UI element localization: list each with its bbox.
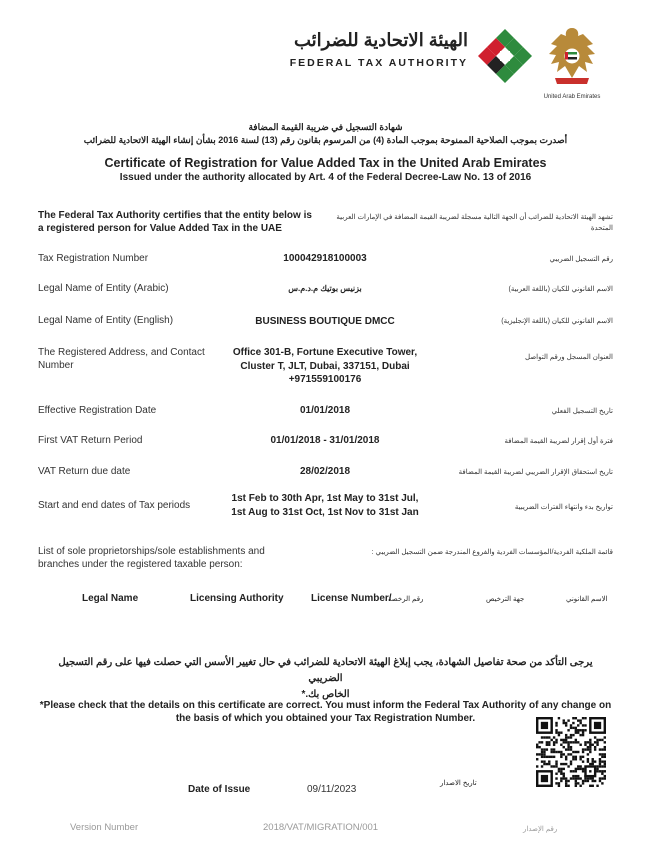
due-date-value: 28/02/2018 [299,466,351,477]
table-header-legal-name-arabic: الاسم القانوني [566,596,608,603]
uae-emblem-icon [547,22,597,92]
name-ar-label: Legal Name of Entity (Arabic) [38,283,169,294]
name-ar-value: بزنيس بوتيك م.د.م.س [288,284,362,293]
brand-english: FEDERAL TAX AUTHORITY [289,57,468,69]
table-header-licensing-arabic: جهة الترخيص [486,596,525,603]
name-ar-label-arabic: الاسم القانوني للكيان (باللغة العربية) [508,286,613,293]
trn-label-arabic: رقم التسجيل الضريبي [549,256,613,263]
notice-arabic: يرجى التأكد من صحة تفاصيل الشهادة، يجب إبلاغ الهيئة الاتحادية للضرائب في حال تغيير الأسس التي حصلت فيها على رقم التسجيل الضريبي الخاص بك.* [58,657,593,700]
effective-label-arabic: تاريخ التسجيل الفعلي [551,408,613,415]
table-header-licensing: Licensing Authority [190,593,284,604]
title-english: Certificate of Registration for Value Added Tax in the United Arab Emirates [104,156,547,170]
tax-periods-label: Start and end dates of Tax periods [38,500,191,511]
first-period-label: First VAT Return Period [38,435,143,446]
brand-arabic: الهيئة الاتحادية للضرائب [293,30,468,50]
due-date-label-arabic: تاريخ استحقاق الإقرار الضريبي لضريبة القيمة المضافة [458,469,613,476]
fta-logo-icon [474,25,536,87]
sole-list-english: List of sole proprietorships/sole establishments and branches under the registered taxable person: [38,546,265,570]
first-period-label-arabic: فترة أول إقرار لضريبة القيمة المضافة [504,438,613,445]
tax-periods-label-arabic: تواريخ بدء وانتهاء الفترات الضريبية [514,504,613,511]
tax-periods-value: 1st Feb to 30th Apr, 1st May to 31st Jul, 1st Aug to 31st Oct, 1st Nov to 31st Jan [231,493,419,518]
effective-label: Effective Registration Date [38,405,157,416]
issue-date-label: Date of Issue [188,784,251,795]
qr-code-icon [536,717,606,787]
name-en-label: Legal Name of Entity (English) [38,315,174,326]
trn-value: 100042918100003 [283,253,367,264]
table-header-license-number-arabic: رقم الرخصة [388,596,424,603]
title-arabic: شهادة التسجيل في ضريبة القيمة المضافة [248,122,403,132]
sole-list-arabic: قائمة الملكية الفردية/المؤسسات الفردية والفروع المندرجة ضمن التسجيل الضريبي : [371,549,613,556]
name-en-label-arabic: الاسم القانوني للكيان (باللغة الإنجليزية) [501,318,613,325]
certifies-english: The Federal Tax Authority certifies that the entity below is a registered person for Value Added Tax in the UAE [38,210,312,234]
subtitle-english: Issued under the authority allocated by Art. 4 of the Federal Decree-Law No. 13 of 2016 [119,172,532,183]
trn-label: Tax Registration Number [38,253,149,264]
issue-date-label-arabic: تاريخ الاصدار [440,780,477,787]
notice-english: *Please check that the details on this certificate are correct. You must inform the Federal Tax Authority of any change on the basis of which you obtained your Tax Registration Number. [39,700,612,724]
address-label: The Registered Address, and Contact Number [38,347,205,371]
certifies-arabic: تشهد الهيئة الاتحادية للضرائب أن الجهة التالية مسجلة لضريبة القيمة المضافة في الإمارات العربية المتحدة [336,214,613,232]
issue-date-value: 09/11/2023 [307,784,357,795]
address-value: Office 301-B, Fortune Executive Tower, Cluster T, JLT, Dubai, 337151, Dubai +971559100176 [232,347,418,385]
version-label-arabic: رقم الإصدار [523,826,558,833]
effective-value: 01/01/2018 [299,405,351,416]
table-header-legal-name: Legal Name [82,593,139,604]
name-en-value: BUSINESS BOUTIQUE DMCC [255,316,395,327]
due-date-label: VAT Return due date [38,466,131,477]
version-label: Version Number [70,822,139,833]
subtitle-arabic: أصدرت بموجب الصلاحية الممنوحة بموجب المادة (4) من المرسوم بقانون رقم (13) لسنة 2016 بشأن إنشاء الهيئة الاتحادية للضرائب [83,135,568,145]
table-header-license-number: License Number/ [311,593,392,604]
address-label-arabic: العنوان المسجل ورقم التواصل [524,354,613,361]
version-value: 2018/VAT/MIGRATION/001 [263,822,379,833]
emblem-caption: United Arab Emirates [543,94,601,100]
first-period-value: 01/01/2018 - 31/01/2018 [270,435,380,446]
